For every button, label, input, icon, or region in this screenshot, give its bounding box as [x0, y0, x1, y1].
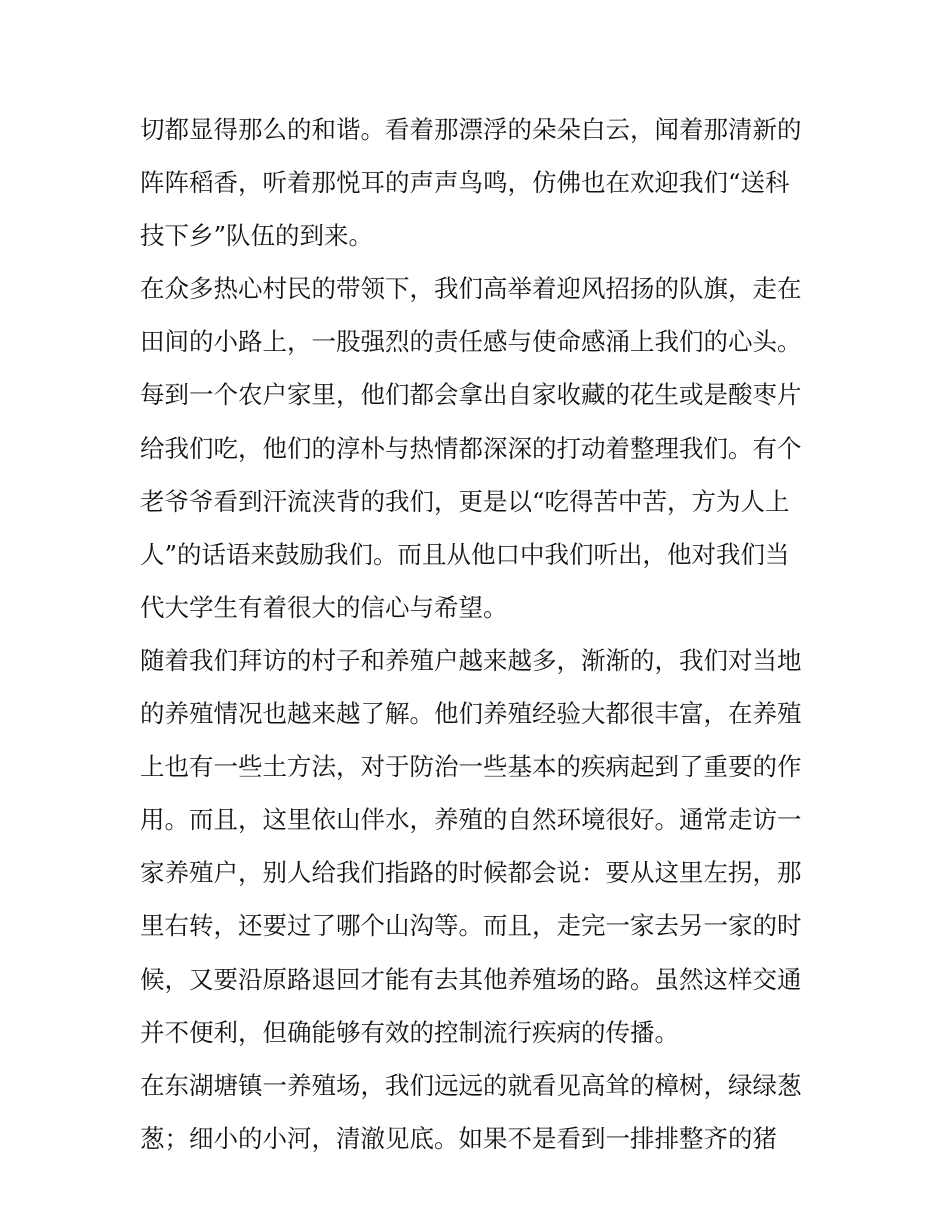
text-line: 在东湖塘镇一养殖场，我们远远的就看见高耸的樟树，绿绿葱 — [140, 1070, 802, 1100]
body-text — [140, 103, 830, 1165]
text-line: 阵阵稻香，听着那悦耳的声声鸟鸣，仿佛也在欢迎我们“送科 — [140, 168, 790, 198]
text-line: 每到一个农户家里，他们都会拿出自家收藏的花生或是酸枣片 — [140, 380, 802, 410]
text-line: 技下乡”队伍的到来。 — [140, 221, 374, 251]
text-line: 代大学生有着很大的信心与希望。 — [140, 592, 508, 622]
text-line: 给我们吃，他们的淳朴与热情都深深的打动着整理我们。有个 — [140, 433, 802, 463]
text-line: 上也有一些土方法，对于防治一些基本的疾病起到了重要的作 — [140, 752, 802, 782]
text-line: 切都显得那么的和谐。看着那漂浮的朵朵白云，闻着那清新的 — [140, 115, 802, 144]
text-line: 人”的话语来鼓励我们。而且从他口中我们听出，他对我们当 — [140, 539, 790, 569]
text-line: 用。而且，这里依山伴水，养殖的自然环境很好。通常走访一 — [140, 805, 802, 835]
text-line: 老爷爷看到汗流浃背的我们，更是以“吃得苦中苦，方为人上 — [140, 486, 790, 516]
text-line: 田间的小路上，一股强烈的责任感与使命感涌上我们的心头。 — [140, 327, 802, 357]
text-line: 并不便利，但确能够有效的控制流行疾病的传播。 — [140, 1017, 679, 1047]
text-line: 里右转，还要过了哪个山沟等。而且，走完一家去另一家的时 — [140, 911, 802, 941]
text-line: 葱；细小的小河，清澈见底。如果不是看到一排排整齐的猪 — [140, 1123, 777, 1153]
text-line: 的养殖情况也越来越了解。他们养殖经验大都很丰富，在养殖 — [140, 699, 802, 729]
text-line: 家养殖户，别人给我们指路的时候都会说：要从这里左拐，那 — [140, 858, 802, 888]
text-line: 随着我们拜访的村子和养殖户越来越多，渐渐的，我们对当地 — [140, 645, 802, 675]
text-line: 在众多热心村民的带领下，我们高举着迎风招扬的队旗，走在 — [140, 274, 802, 304]
text-line: 候，又要沿原路退回才能有去其他养殖场的路。虽然这样交通 — [140, 964, 802, 994]
